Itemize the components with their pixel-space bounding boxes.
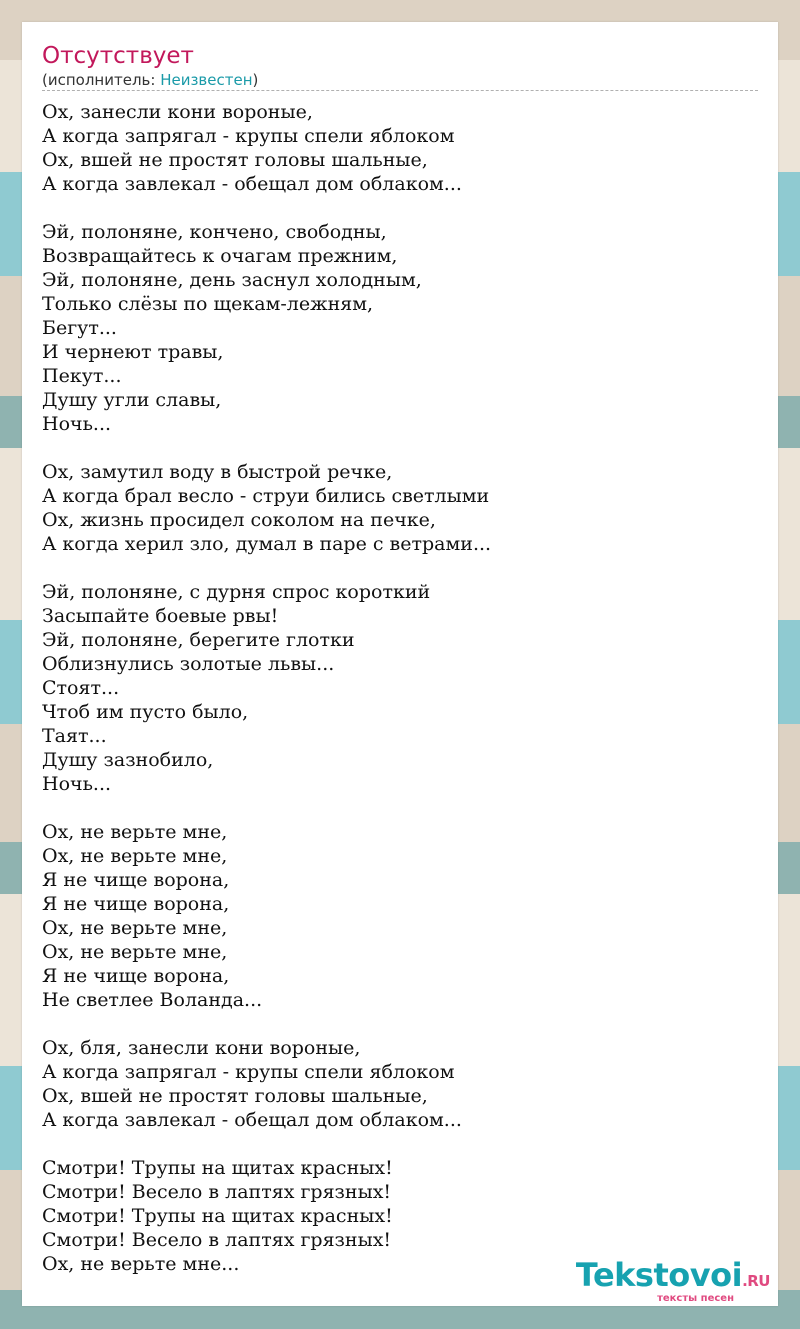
lyric-line: [42, 436, 758, 460]
lyric-line: Эй, полоняне, день заснул холодным,: [42, 269, 422, 291]
artist-line: [42, 70, 258, 90]
artist-suffix: ): [252, 71, 259, 89]
lyrics-text: [42, 100, 758, 1276]
logo-tagline: тексты песен: [657, 1293, 734, 1304]
lyric-line: А когда завлекал - обещал дом облаком...: [42, 173, 462, 195]
lyric-line: А когда херил зло, думал в паре с ветрами...: [42, 533, 492, 555]
logo-tld: .RU: [742, 1272, 770, 1290]
lyric-line: А когда завлекал - обещал дом облаком...: [42, 1109, 462, 1131]
lyric-line: Я не чище ворона,: [42, 893, 230, 915]
lyric-line: Ночь...: [42, 773, 112, 795]
lyric-line: Ох, не верьте мне...: [42, 1253, 240, 1275]
lyric-line: Ох, не верьте мне,: [42, 917, 228, 939]
lyric-line: Смотри! Весело в лаптях грязных!: [42, 1181, 392, 1203]
lyric-line: А когда запрягал - крупы спели яблоком: [42, 1061, 455, 1083]
lyric-line: Таят...: [42, 725, 107, 747]
lyric-line: И чернеют травы,: [42, 341, 224, 363]
lyric-line: Чтоб им пусто было,: [42, 701, 249, 723]
lyric-line: Ох, вшей не простят головы шальные,: [42, 1085, 428, 1107]
lyric-line: Возвращайтесь к очагам прежним,: [42, 245, 398, 267]
lyric-line: Эй, полоняне, с дурня спрос короткий: [42, 581, 431, 603]
lyric-line: Смотри! Весело в лаптях грязных!: [42, 1229, 392, 1251]
lyric-line: Я не чище ворона,: [42, 869, 230, 891]
artist-prefix: (исполнитель:: [42, 71, 161, 89]
site-logo[interactable]: [576, 1258, 770, 1304]
lyric-line: Ох, не верьте мне,: [42, 821, 228, 843]
lyric-line: Ох, бля, занесли кони вороные,: [42, 1037, 361, 1059]
lyric-line: Эй, полоняне, берегите глотки: [42, 629, 355, 651]
song-title: Отсутствует: [42, 43, 194, 69]
lyric-line: А когда брал весло - струи бились светлыми: [42, 485, 490, 507]
lyrics-card: [22, 22, 778, 1306]
lyric-line: [42, 556, 758, 580]
lyric-line: [42, 196, 758, 220]
lyric-line: Только слёзы по щекам-лежням,: [42, 293, 374, 315]
lyric-line: [42, 1012, 758, 1036]
lyric-line: Засыпайте боевые рвы!: [42, 605, 279, 627]
lyric-line: [42, 796, 758, 820]
lyric-line: Ох, вшей не простят головы шальные,: [42, 149, 428, 171]
lyric-line: Я не чище ворона,: [42, 965, 230, 987]
lyric-line: Облизнулись золотые львы...: [42, 653, 335, 675]
lyric-line: А когда запрягал - крупы спели яблоком: [42, 125, 455, 147]
logo-wordmark: [576, 1258, 770, 1298]
lyric-line: Ох, замутил воду в быстрой речке,: [42, 461, 393, 483]
lyric-line: Душу зазнобило,: [42, 749, 214, 771]
lyric-line: Ох, жизнь просидел соколом на печке,: [42, 509, 436, 531]
lyric-line: [42, 1132, 758, 1156]
lyric-line: Не светлее Воланда...: [42, 989, 263, 1011]
lyric-line: Ох, занесли кони вороные,: [42, 101, 313, 123]
lyric-line: Ох, не верьте мне,: [42, 941, 228, 963]
lyric-line: Душу угли славы,: [42, 389, 222, 411]
lyric-line: Эй, полоняне, кончено, свободны,: [42, 221, 387, 243]
artist-link[interactable]: Неизвестен: [160, 71, 253, 89]
lyric-line: Смотри! Трупы на щитах красных!: [42, 1205, 393, 1227]
lyric-line: Бегут...: [42, 317, 117, 339]
logo-name: Tekstovoi: [575, 1256, 743, 1294]
lyric-line: Ох, не верьте мне,: [42, 845, 228, 867]
lyric-line: Ночь...: [42, 413, 112, 435]
lyric-line: Стоят...: [42, 677, 120, 699]
lyric-line: Смотри! Трупы на щитах красных!: [42, 1157, 393, 1179]
lyric-line: Пекут...: [42, 365, 122, 387]
title-divider: [42, 90, 758, 91]
